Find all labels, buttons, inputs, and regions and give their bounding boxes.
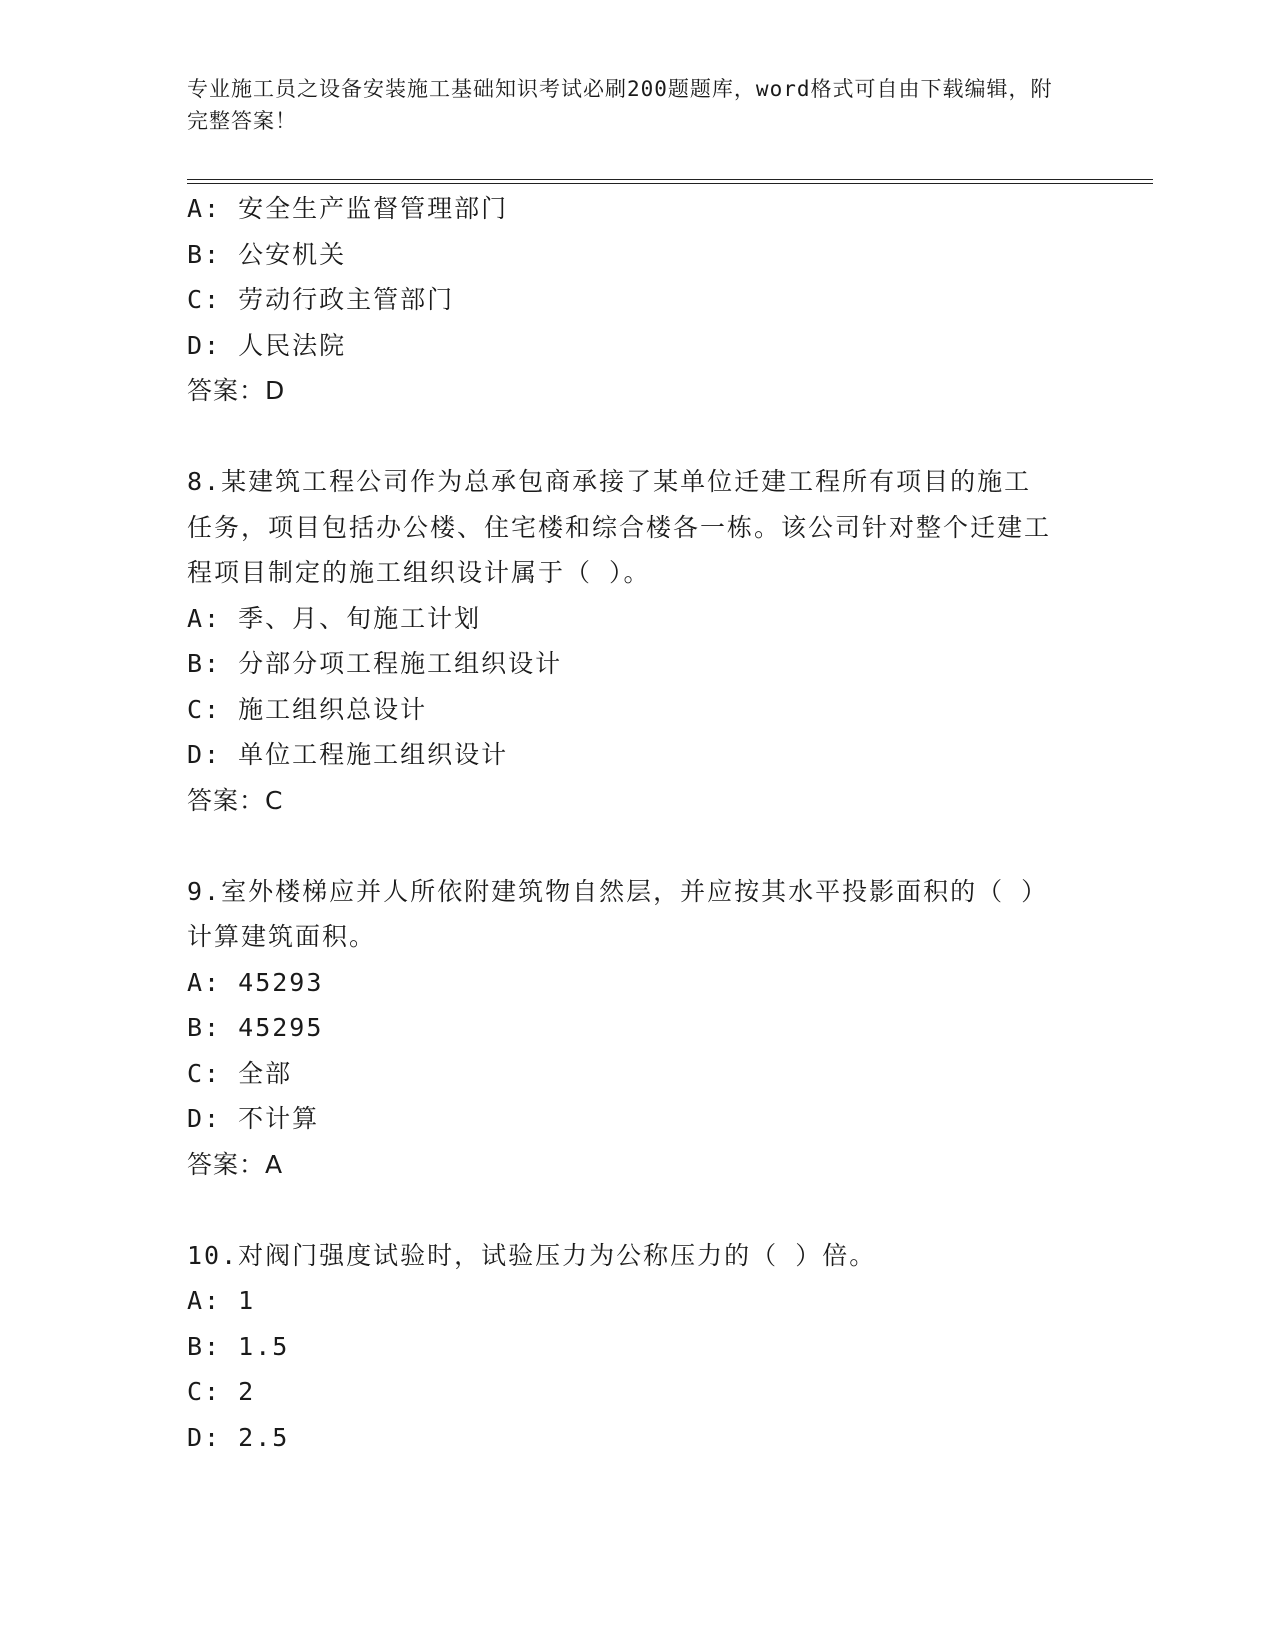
option-d: D: 2.5 bbox=[187, 1422, 290, 1452]
option-a: A: 45293 bbox=[187, 967, 324, 997]
block-spacer bbox=[187, 823, 1067, 869]
question-list bbox=[187, 186, 1067, 1460]
option-c: C: 劳动行政主管部门 bbox=[187, 285, 455, 314]
option-d: D: 单位工程施工组织设计 bbox=[187, 740, 509, 769]
answer-line: 答案：A bbox=[187, 1149, 284, 1179]
answer-line: 答案：C bbox=[187, 785, 284, 815]
option-c: C: 全部 bbox=[187, 1058, 293, 1088]
document-header: 专业施工员之设备安装施工基础知识考试必刷200题题库，word格式可自由下载编辑，附完整答案！ bbox=[187, 77, 1053, 133]
question-text: 10.对阀门强度试验时，试验压力为公称压力的（ ）倍。 bbox=[187, 1240, 877, 1270]
question-block-7 bbox=[187, 186, 1067, 414]
question-text: 9.室外楼梯应并人所依附建筑物自然层，并应按其水平投影面积的（ ）计算建筑面积。 bbox=[187, 876, 1049, 951]
option-b: B: 分部分项工程施工组织设计 bbox=[187, 649, 563, 678]
option-a: A: 1 bbox=[187, 1286, 256, 1315]
option-b: B: 1.5 bbox=[187, 1331, 290, 1361]
question-block-10 bbox=[187, 1233, 1067, 1461]
option-d: D: 人民法院 bbox=[187, 330, 347, 360]
question-block-8 bbox=[187, 459, 1067, 823]
option-c: C: 施工组织总设计 bbox=[187, 694, 428, 724]
block-spacer bbox=[187, 1187, 1067, 1233]
option-a: A: 季、月、旬施工计划 bbox=[187, 603, 482, 633]
option-b: B: 公安机关 bbox=[187, 239, 347, 269]
question-block-9 bbox=[187, 869, 1067, 1188]
option-c: C: 2 bbox=[187, 1377, 256, 1406]
question-text: 8.某建筑工程公司作为总承包商承接了某单位迁建工程所有项目的施工任务，项目包括办公楼、住宅楼和综合楼各一栋。该公司针对整个迁建工程项目制定的施工组织设计属于（ ）。 bbox=[187, 467, 1052, 587]
block-spacer bbox=[187, 414, 1067, 460]
option-b: B: 45295 bbox=[187, 1013, 324, 1042]
header-rule-bottom bbox=[187, 183, 1153, 184]
option-d: D: 不计算 bbox=[187, 1104, 320, 1133]
answer-line: 答案：D bbox=[187, 376, 286, 405]
option-a: A: 安全生产监督管理部门 bbox=[187, 194, 509, 223]
header-rule-top bbox=[187, 179, 1153, 180]
